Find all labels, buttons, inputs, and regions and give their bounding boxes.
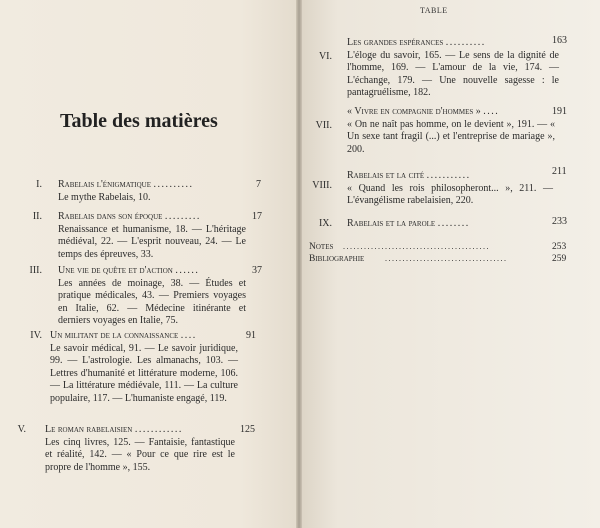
chapter-number: VIII. — [312, 180, 332, 191]
leader-dots: .... — [180, 330, 197, 341]
page-number: 91 — [246, 330, 256, 341]
right-page — [302, 0, 600, 528]
chapter-heading: Rabelais l'énigmatique — [58, 179, 152, 190]
chapter-sections: Le savoir médical, 91. — Le savoir juridique, 99. — L'astrologie. Les almanachs, 103. — Lettres d'humanité et littérature moderne, 106. — La littérature médiévale, 111. — La culture populaire, 117. — L'humaniste engagé, 119. — [50, 342, 238, 404]
page-number: 7 — [256, 179, 261, 190]
leader-dots: ......... — [164, 211, 201, 222]
chapter-number: VII. — [315, 120, 332, 131]
leader-dots: .......................................... — [343, 242, 490, 251]
leader-dots: ........ — [437, 218, 470, 229]
leader-dots: .......... — [153, 179, 194, 190]
bibliography-entry — [309, 253, 589, 265]
leader-dots: ........... — [426, 170, 471, 181]
chapter-number: II. — [32, 211, 42, 222]
page-number: 233 — [552, 216, 567, 227]
chapter-sections: Le mythe Rabelais, 10. — [58, 191, 151, 203]
page-number: 211 — [552, 166, 567, 177]
chapter-heading: Une vie de quête et d'action — [58, 265, 173, 276]
chapter-number: IX. — [318, 218, 332, 229]
chapter-heading: Les grandes espérances — [347, 37, 444, 48]
running-head: TABLE — [420, 6, 448, 15]
bibliography-label: Bibliographie — [309, 254, 365, 264]
chapter-heading: Rabelais et la parole — [347, 218, 436, 229]
chapter-heading: Le roman rabelaisien — [45, 424, 133, 435]
chapter-sections: Les cinq livres, 125. — Fantaisie, fantastique et réalité, 142. — « Pour ce que rire est le propre de l'homme », 155. — [45, 436, 235, 473]
page-number: 191 — [552, 106, 567, 117]
page-number: 163 — [552, 35, 567, 46]
page-number: 259 — [552, 254, 567, 264]
page-number: 253 — [552, 242, 567, 252]
chapter-number: I. — [36, 179, 42, 190]
chapter-sections: « Quand les rois philosopheront... », 211. — L'évangélisme rabelaisien, 220. — [347, 182, 553, 206]
chapter-heading: Rabelais dans son époque — [58, 211, 163, 222]
page-number: 125 — [240, 424, 255, 435]
chapter-heading: Un militant de la connaissance — [50, 330, 179, 341]
notes-label: Notes — [309, 242, 334, 252]
chapter-number: IV. — [30, 330, 42, 341]
chapter-sections: L'éloge du savoir, 165. — Le sens de la dignité de l'homme, 169. — L'amour de la vie, 174. — L'échange, 179. — Une nouvelle sagesse : le pantagruélisme, 182. — [347, 49, 559, 98]
chapter-number: III. — [29, 265, 42, 276]
notes-entry — [309, 241, 589, 253]
leader-dots: ...... — [175, 265, 200, 276]
chapter-heading: Rabelais et la cité — [347, 170, 425, 181]
chapter-sections: Les années de moinage, 38. — Études et pratique médicales, 43. — Premiers voyages en Italie, 62. — Médecine itinérante et derniers voyages en Italie, 75. — [58, 277, 246, 326]
leader-dots: .......... — [445, 37, 486, 48]
page-number: 17 — [252, 211, 262, 222]
leader-dots: ................................... — [385, 254, 508, 263]
page-title: Table des matières — [60, 110, 218, 132]
chapter-sections: Renaissance et humanisme, 18. — L'héritage médiéval, 22. — L'esprit nouveau, 24. — Le temps des épreuves, 33. — [58, 223, 246, 260]
leader-dots: .... — [483, 106, 500, 117]
chapter-heading: « Vivre en compagnie d'hommes » — [347, 106, 481, 117]
leader-dots: ............ — [134, 424, 183, 435]
chapter-sections: « On ne naît pas homme, on le devient », 191. — « Un sexe tant fragil (...) et l'entreprise de mariage », 200. — [347, 118, 555, 155]
page-number: 37 — [252, 265, 262, 276]
chapter-number: VI. — [318, 51, 332, 62]
chapter-number: V. — [17, 424, 26, 435]
